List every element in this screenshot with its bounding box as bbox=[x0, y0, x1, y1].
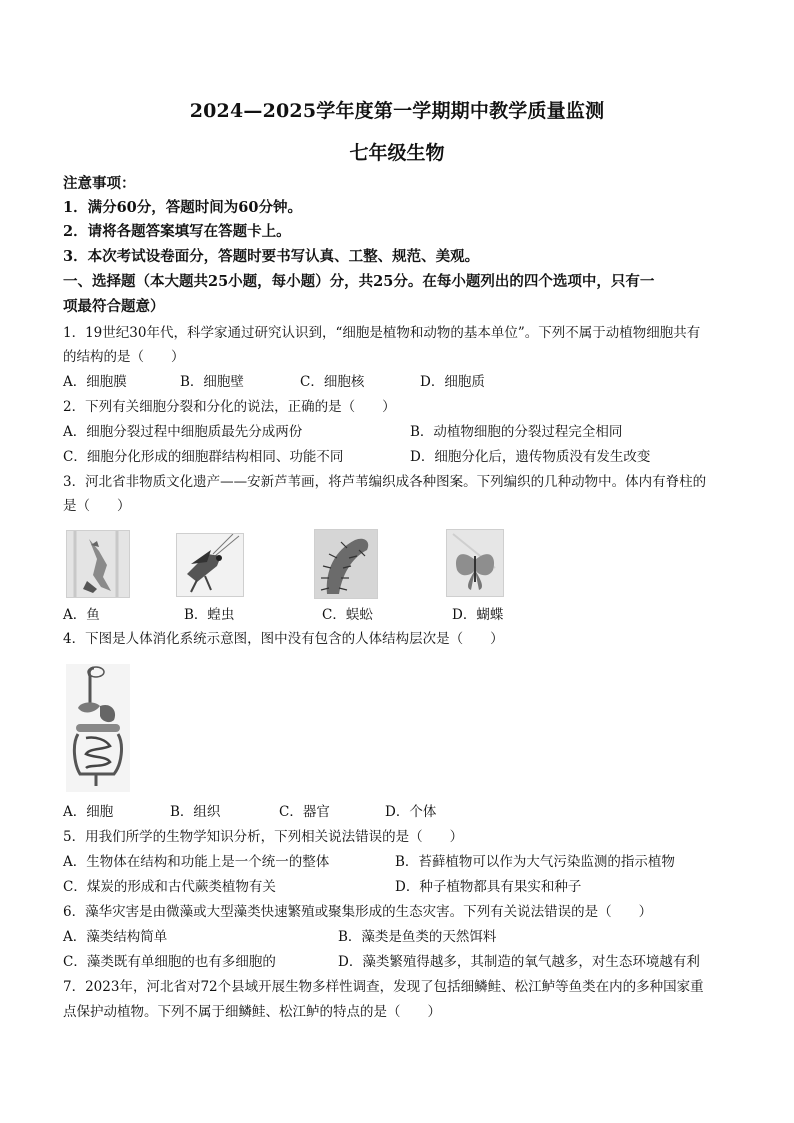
question-6-option-a: A．藻类结构简单 bbox=[63, 929, 168, 945]
locust-reed-picture bbox=[176, 533, 244, 597]
centipede-icon bbox=[315, 530, 377, 598]
fish-reed-picture bbox=[66, 530, 130, 598]
digestive-system-diagram bbox=[66, 664, 130, 792]
question-4-option-b: B．组织 bbox=[170, 804, 221, 820]
question-5-stem: 5．用我们所学的生物学知识分析，下列相关说法错误的是（ ） bbox=[63, 829, 464, 845]
question-1-stem: 1．19世纪30年代，科学家通过研究认识到，“细胞是植物和动物的基本单位”。下列不属于动植物细胞共有 bbox=[63, 325, 701, 341]
question-2-stem: 2．下列有关细胞分裂和分化的说法，正确的是（ ） bbox=[63, 399, 396, 415]
question-5-option-b: B．苔藓植物可以作为大气污染监测的指示植物 bbox=[395, 854, 675, 870]
question-3-option-b: B．蝗虫 bbox=[184, 607, 235, 623]
question-3-stem-cont: 是（ ） bbox=[63, 498, 131, 514]
fish-icon bbox=[67, 531, 129, 597]
question-2-option-d: D．细胞分化后，遗传物质没有发生改变 bbox=[410, 449, 651, 465]
question-4-option-c: C．器官 bbox=[279, 804, 330, 820]
question-4-stem: 4．下图是人体消化系统示意图，图中没有包含的人体结构层次是（ ） bbox=[63, 631, 504, 647]
question-5-option-d: D．种子植物都具有果实和种子 bbox=[395, 879, 582, 895]
locust-icon bbox=[177, 534, 243, 596]
question-1-option-d: D．细胞质 bbox=[420, 374, 485, 390]
question-6-option-d: D．藻类繁殖得越多，其制造的氧气越多，对生态环境越有利 bbox=[338, 954, 700, 970]
question-2-option-b: B．动植物细胞的分裂过程完全相同 bbox=[410, 424, 623, 440]
section-heading-cont: 项最符合题意） bbox=[63, 298, 165, 315]
notice-heading: 注意事项： bbox=[63, 175, 136, 192]
question-6-option-c: C．藻类既有单细胞的也有多细胞的 bbox=[63, 954, 276, 970]
question-1-stem-cont: 的结构的是（ ） bbox=[63, 349, 185, 365]
question-4-option-a: A．细胞 bbox=[63, 804, 114, 820]
butterfly-reed-picture bbox=[446, 529, 504, 597]
question-7-stem-cont: 点保护动植物。下列不属于细鳞鲑、松江鲈的特点的是（ ） bbox=[63, 1004, 441, 1020]
question-1-option-a: A．细胞膜 bbox=[63, 374, 127, 390]
notice-item: 3．本次考试设卷面分，答题时要书写认真、工整、规范、美观。 bbox=[63, 248, 480, 265]
question-5-option-a: A．生物体在结构和功能上是一个统一的整体 bbox=[63, 854, 330, 870]
question-4-option-d: D．个体 bbox=[385, 804, 437, 820]
notice-item: 1．满分60分，答题时间为60分钟。 bbox=[63, 199, 302, 216]
question-3-option-a: A．鱼 bbox=[63, 607, 100, 623]
question-7-stem: 7．2023年，河北省对72个县域开展生物多样性调查，发现了包括细鳞鲑、松江鲈等鱼类在内的多种国家重 bbox=[63, 979, 704, 995]
question-6-stem: 6．藻华灾害是由微藻或大型藻类快速繁殖或聚集形成的生态灾害。下列有关说法错误的是（ ） bbox=[63, 904, 653, 920]
section-heading: 一、选择题（本大题共25小题，每小题）分，共25分。在每小题列出的四个选项中，只有一 bbox=[63, 273, 655, 290]
question-6-option-b: B．藻类是鱼类的天然饵料 bbox=[338, 929, 497, 945]
question-3-stem: 3．河北省非物质文化遗产——安新芦苇画，将芦苇编织成各种图案。下列编织的几种动物中。体内有脊柱的 bbox=[63, 474, 707, 490]
notice-item: 2．请将各题答案填写在答题卡上。 bbox=[63, 223, 291, 240]
digestive-system-icon bbox=[66, 664, 130, 792]
question-2-option-c: C．细胞分化形成的细胞群结构相同、功能不同 bbox=[63, 449, 344, 465]
question-3-option-c: C．蜈蚣 bbox=[322, 607, 373, 623]
exam-title: 2024—2025学年度第一学期期中教学质量监测 bbox=[189, 100, 605, 122]
exam-subtitle: 七年级生物 bbox=[349, 142, 445, 164]
question-1-option-c: C．细胞核 bbox=[300, 374, 365, 390]
centipede-reed-picture bbox=[314, 529, 378, 599]
question-2-option-a: A．细胞分裂过程中细胞质最先分成两份 bbox=[63, 424, 303, 440]
butterfly-icon bbox=[447, 530, 503, 596]
question-1-option-b: B．细胞壁 bbox=[180, 374, 244, 390]
question-3-option-d: D．蝴蝶 bbox=[452, 607, 504, 623]
question-5-option-c: C．煤炭的形成和古代蕨类植物有关 bbox=[63, 879, 276, 895]
